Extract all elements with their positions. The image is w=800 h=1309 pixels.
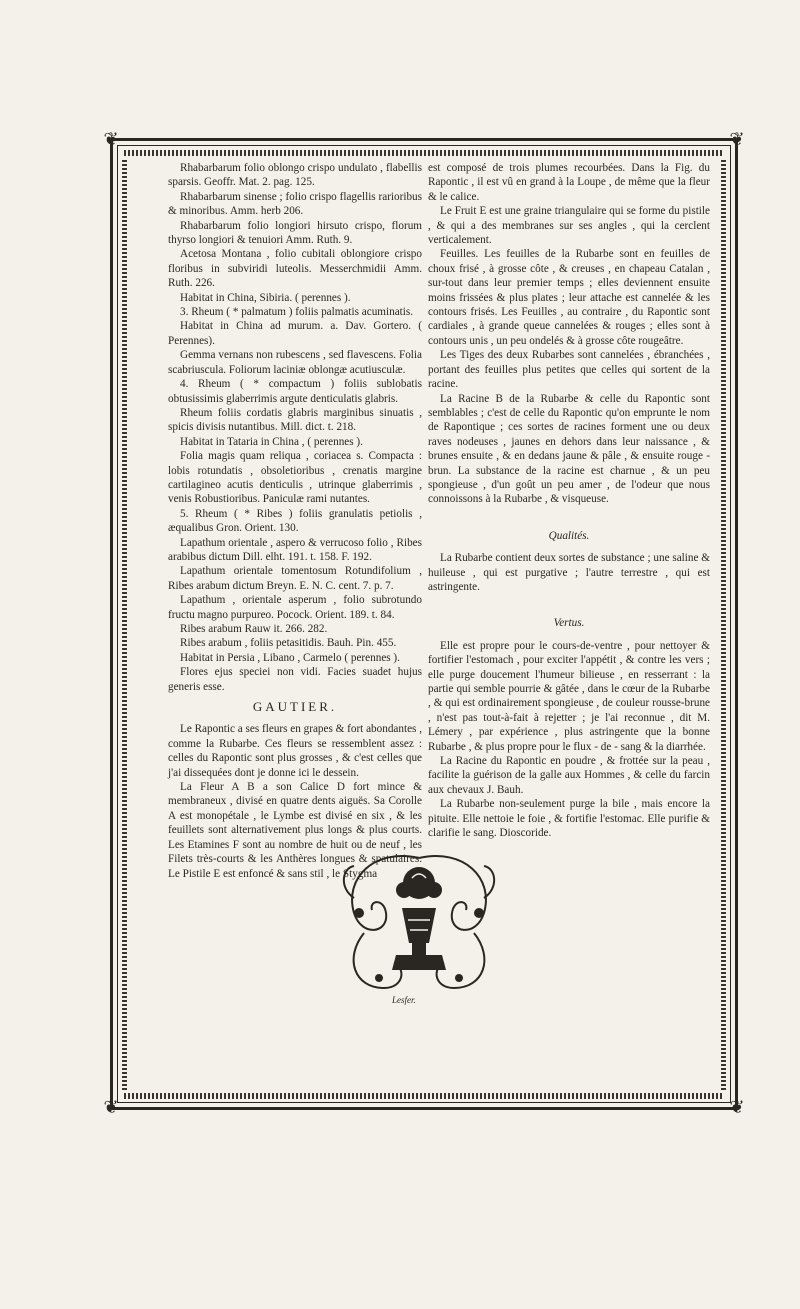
synonym-line: Lapathum , orientale asperum , folio subrotundo fructu magno purpureo. Pocock. Orient. 189. t. 84.: [168, 594, 422, 621]
synonym-line: Rhabarbarum sinense ; folio crispo flagellis rarioribus & minoribus. Amm. herb 206.: [168, 190, 422, 218]
synonym-line: Lapathum orientale , aspero & verrucoso folio , Ribes arabibus dictum Dill. elht. 191. t. 158. F. 192.: [168, 536, 422, 563]
description-line: Flores ejus speciei non vidi. Facies suadet hujus generis esse.: [168, 666, 422, 693]
synonym-line: Acetosa Montana , folio cubitali oblongiore crispo floribus in subviridi luteolis. Messerchmidii Amm. Ruth. 226.: [168, 248, 422, 290]
paragraph: Feuilles. Les feuilles de la Rubarbe sont en feuilles de choux frisé , à grosse côte , & creuses , en chapeau Catalan , sur-tout dans leur premier temps ; elles deviennent ensuite moins frissées & plus plates ; leur attache est cannelée & les contours frisés. Les Feuilles , au contraire , du Rapontic sont cardiales , à grande queue cannelées & rouges ; elles sont à contours unis , un peu ondelés & à grosse côte rougeâtre.: [428, 248, 710, 347]
synonym-line: Rhabarbarum folio oblongo crispo undulato , flabellis sparsis. Geoffr. Mat. 2. pag. 125.: [168, 162, 422, 189]
synonym-line: Ribes arabum , foliis petasitidis. Bauh. Pin. 455.: [180, 637, 397, 650]
synonym-line: Ribes arabum Rauw it. 266. 282.: [180, 623, 328, 635]
border-band-top: [124, 150, 724, 156]
habitat-line: Habitat in Tataria in China , ( perennes ).: [180, 435, 363, 448]
species-line: 3. Rheum ( * palmatum ) foliis palmatis acuminatis.: [180, 306, 414, 319]
section-heading-vertus: Vertus.: [553, 617, 585, 630]
right-column: [428, 161, 710, 840]
floral-vignette: [334, 838, 504, 1010]
corner-ornament-icon: ❦: [103, 129, 119, 149]
habitat-line: Habitat in Persia , Libano , Carmelo ( perennes ).: [180, 651, 400, 664]
paragraph: La Rubarbe non-seulement purge la bile , mais encore la pituite. Elle nettoie le foie , & fortifie l'estomac. Elle purifie & clarifie le sang. Dioscoride.: [428, 798, 710, 840]
corner-ornament-icon: ❦: [729, 1097, 745, 1117]
left-column: [168, 161, 422, 881]
section-heading-gautier: GAUTIER.: [252, 699, 338, 715]
paragraph: Les Tiges des deux Rubarbes sont cannelées , ébranchées , portant des feuilles plus petites que celles qui sortent de la racine.: [428, 349, 710, 391]
species-line: 5. Rheum ( * Ribes ) foliis granulatis petiolis , æqualibus Gron. Orient. 130.: [168, 507, 422, 535]
corner-ornament-icon: ❦: [103, 1097, 119, 1117]
synonym-line: Rheum foliis cordatis glabris marginibus sinuatis , spicis divisis nutantibus. Mill. dict. t. 218.: [168, 406, 422, 434]
border-band-right: [721, 160, 726, 1090]
paragraph: La Rubarbe contient deux sortes de substance ; une saline & huileuse , qui est purgative ; l'autre terrestre , qui est astringente.: [428, 552, 710, 593]
description-line: Folia magis quam reliqua , coriacea s. Compacta : lobis rotundatis , obsoletioribus , crenatis margine cartilagineo acutis denticulis , utrinque glaberrimis , venis Robustioribus. Paniculæ rami nutantes.: [168, 450, 422, 506]
paragraph: Elle est propre pour le cours-de-ventre , pour nettoyer & fortifier l'estomach , pour exciter l'appétit , & contre les vers ; elle purge doucement l'humeur bilieuse , en resserrant : la partie qui semble pourrie & gâtée , dans le cœur de la Rubarbe , & qui est ordinairement spongieuse , de couleur rousse-brune , n'est pas tout-à-fait à rejetter ; je l'ai reconnue , dit M. Lémery , par expérience , plus astringente que la bonne Rubarbe , & plus propre pour le flux - de - sang & la diarrhée.: [428, 639, 710, 753]
border-band-left: [122, 160, 127, 1090]
synonym-line: Lapathum orientale tomentosum Rotundifolium , Ribes arabum dictum Breyn. E. N. C. cent. 7. p. 7.: [168, 565, 422, 592]
synonym-line: Rhabarbarum folio longiori hirsuto crispo, florum thyrso longiori & tenuiori Amm. Ruth. 9.: [168, 219, 422, 247]
habitat-line: Habitat in China, Sibiria. ( perennes ).: [180, 291, 351, 304]
species-line: 4. Rheum ( * compactum ) foliis sublobatis obtusissimis glaberrimis argute denticulatis glabris.: [168, 378, 422, 405]
paragraph: La Fleur A B a son Calice D fort mince & membraneux , divisé en quatre dents aiguës. Sa Corolle A est monopétale , le Lymbe est divisé en six , & les feuillets sont alternativement plus longs & plus courts. Les Etamines F sont au nombre de huit ou de neuf , les Filets très-courts & les Anthères longues & spatulaires. Le Pistile E est enfoncé & sans stil , le Stygma: [168, 781, 422, 880]
section-heading-qualites: Qualités.: [548, 529, 590, 542]
habitat-line: Habitat in China ad murum. a. Dav. Gortero. ( Perennes).: [168, 320, 422, 347]
paragraph: La Racine B de la Rubarbe & celle du Rapontic sont semblables ; c'est de celle du Rapontic qu'on emprunte le nom de Rapontique ; ces sortes de racines forment une ou deux raves nodeuses , jaunes en dehors dans leur naissance , & brunes ensuite , & en dedans jaune & pâle , & ensuite rouge - brun. La substance de la racine est charnue , & un peu spongieuse , d'un goût un peu amer , de l'odeur que nous connoissons à la Rubarbe , & visqueuse.: [428, 392, 710, 506]
engraver-signature: Lesfer.: [392, 995, 416, 1005]
paragraph: Le Fruit E est une graine triangulaire qui se forme du pistile , & qui a des membranes sur ses angles , qui la cerclent verticalement.: [428, 205, 710, 247]
border-band-bottom: [124, 1093, 724, 1099]
corner-ornament-icon: ❦: [729, 129, 745, 149]
paragraph: Le Rapontic a ses fleurs en grapes & fort abondantes , comme la Rubarbe. Ces fleurs se ressemblent assez : celles du Rapontic sont plus grosses , & c'est celles que j'ai dissequées dont je donne ici le dessein.: [168, 723, 423, 779]
paragraph: est composé de trois plumes recourbées. Dans la Fig. du Rapontic , il est vû en grand à la Loupe , de même que la fleur & le calice.: [428, 162, 710, 203]
paragraph: La Racine du Rapontic en poudre , & frottée sur la peau , facilite la guérison de la galle aux Hommes , & celle du farcin aux chevaux J. Bauh.: [428, 755, 710, 796]
description-line: Gemma vernans non rubescens , sed flavescens. Folia scabriuscula. Foliorum laciniæ oblongæ acutiusculæ.: [168, 349, 422, 376]
